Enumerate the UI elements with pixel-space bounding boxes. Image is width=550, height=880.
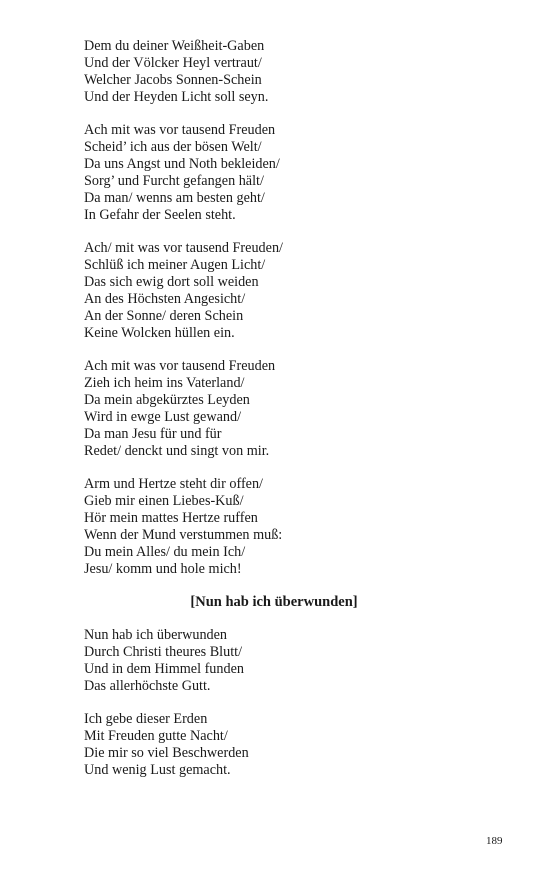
verse-line: Die mir so viel Beschwerden	[84, 745, 249, 761]
page-number: 189	[486, 835, 503, 847]
verse-line: Nun hab ich überwunden	[84, 627, 228, 643]
stanza	[84, 627, 514, 695]
verse-line: Schlüß ich meiner Augen Licht/	[84, 257, 266, 273]
stanza	[84, 358, 514, 460]
stanza	[84, 476, 514, 578]
verse-line: Das sich ewig dort soll weiden	[84, 274, 259, 290]
verse-line: Redet/ denckt und singt von mir.	[84, 443, 270, 459]
verse-line: Das allerhöchste Gutt.	[84, 678, 211, 694]
verse-line: Da uns Angst und Noth bekleiden/	[84, 156, 280, 172]
verse-line: Wird in ewge Lust gewand/	[84, 409, 242, 425]
verse-line: Und der Völcker Heyl vertraut/	[84, 55, 262, 71]
verse-line: Durch Christi theures Blutt/	[84, 644, 243, 660]
verse-line: Sorg’ und Furcht gefangen hält/	[84, 173, 264, 189]
verse-line: Hör mein mattes Hertze ruffen	[84, 510, 258, 526]
page-body	[84, 38, 514, 795]
verse-line: Scheid’ ich aus der bösen Welt/	[84, 139, 262, 155]
verse-line: Jesu/ komm und hole mich!	[84, 561, 242, 577]
verse-line: Mit Freuden gutte Nacht/	[84, 728, 228, 744]
verse-line: Wenn der Mund verstummen muß:	[84, 527, 283, 543]
verse-line: Ach mit was vor tausend Freuden	[84, 122, 276, 138]
poem-title: [Nun hab ich überwunden]	[190, 594, 358, 610]
verse-line: Dem du deiner Weißheit-Gaben	[84, 38, 265, 54]
stanza	[84, 711, 514, 779]
stanza	[84, 240, 514, 342]
verse-line: Zieh ich heim ins Vaterland/	[84, 375, 245, 391]
verse-line: In Gefahr der Seelen steht.	[84, 207, 236, 223]
verse-line: Ach mit was vor tausend Freuden	[84, 358, 276, 374]
stanza	[84, 122, 514, 224]
verse-line: Keine Wolcken hüllen ein.	[84, 325, 235, 341]
verse-line: Und in dem Himmel funden	[84, 661, 244, 677]
verse-line: Ich gebe dieser Erden	[84, 711, 208, 727]
verse-line: Da man/ wenns am besten geht/	[84, 190, 265, 206]
verse-line: Und der Heyden Licht soll seyn.	[84, 89, 269, 105]
verse-line: An der Sonne/ deren Schein	[84, 308, 244, 324]
verse-line: Gieb mir einen Liebes-Kuß/	[84, 493, 244, 509]
verse-line: Da man Jesu für und für	[84, 426, 222, 442]
verse-line: Welcher Jacobs Sonnen-Schein	[84, 72, 262, 88]
verse-line: An des Höchsten Angesicht/	[84, 291, 246, 307]
verse-line: Arm und Hertze steht dir offen/	[84, 476, 263, 492]
stanza	[84, 38, 514, 106]
verse-line: Da mein abgekürztes Leyden	[84, 392, 250, 408]
verse-line: Ach/ mit was vor tausend Freuden/	[84, 240, 283, 256]
verse-line: Du mein Alles/ du mein Ich/	[84, 544, 246, 560]
verse-line: Und wenig Lust gemacht.	[84, 762, 231, 778]
